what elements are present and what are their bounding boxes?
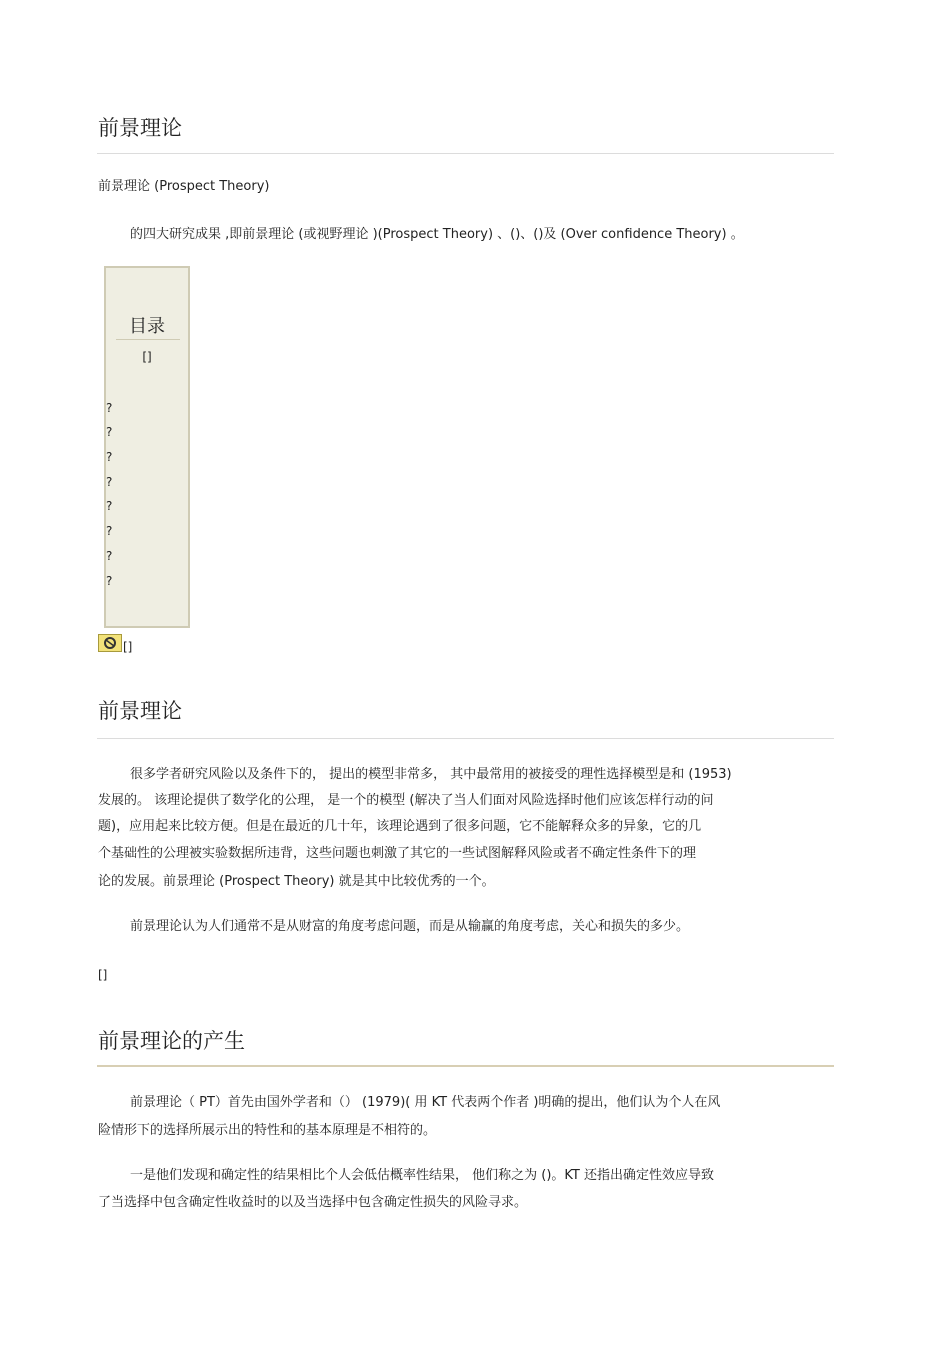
table-of-contents <box>104 266 190 628</box>
toc-title: 目录 <box>129 316 165 337</box>
toc-toggle-link[interactable]: [] <box>142 350 152 364</box>
paragraph-line: 论的发展。前景理论 (Prospect Theory) 就是其中比较优秀的一个。 <box>98 874 495 889</box>
toc-item[interactable]: ? <box>106 524 113 538</box>
section-title-prospect-theory-2: 前景理论 <box>98 699 182 723</box>
paragraph-line: 了当选择中包含确定性收益时的以及当选择中包含确定性损失的风险寻求。 <box>98 1195 528 1210</box>
toc-item[interactable]: ? <box>106 401 113 415</box>
intro-paragraph: 的四大研究成果 ,即前景理论 (或视野理论 )(Prospect Theory) 、()、()及 (Over confidence Theory) 。 <box>130 227 744 242</box>
paragraph-line: 前景理论（ PT）首先由国外学者和（） (1979)( 用 KT 代表两个作者 )明确的提出，他们认为个人在风 <box>130 1095 721 1110</box>
edit-icon[interactable] <box>98 634 122 652</box>
toc-item[interactable]: ? <box>106 475 113 489</box>
toc-item[interactable]: ? <box>106 574 113 588</box>
toc-item[interactable]: ? <box>106 499 113 513</box>
edit-link[interactable]: [] <box>123 640 133 654</box>
paragraph-line: 题)，应用起来比较方便。但是在最近的几十年，该理论遇到了很多问题，它不能解释众多的异象，它的几 <box>98 819 702 834</box>
toc-divider <box>116 339 180 340</box>
edit-icon-graphic <box>99 635 121 651</box>
paragraph-line: 很多学者研究风险以及条件下的， 提出的模型非常多， 其中最常用的被接受的理性选择模型是和 (1953) <box>130 767 732 782</box>
subtitle-prospect-theory: 前景理论 (Prospect Theory) <box>98 179 270 194</box>
section-divider <box>97 1065 834 1067</box>
section-title-origin: 前景理论的产生 <box>98 1029 245 1053</box>
toc-item[interactable]: ? <box>106 549 113 563</box>
section-divider <box>97 153 834 154</box>
paragraph-summary: 前景理论认为人们通常不是从财富的角度考虑问题，而是从输赢的角度考虑，关心和损失的多少。 <box>130 919 690 934</box>
paragraph-line: 个基础性的公理被实验数据所违背，这些问题也刺激了其它的一些试图解释风险或者不确定性条件下的理 <box>98 846 697 861</box>
paragraph-line: 险情形下的选择所展示出的特性和的基本原理是不相符的。 <box>98 1123 437 1138</box>
section-title-prospect-theory: 前景理论 <box>98 116 182 140</box>
toc-item[interactable]: ? <box>106 450 113 464</box>
section-divider <box>97 738 834 739</box>
paragraph-line: 一是他们发现和确定性的结果相比个人会低估概率性结果， 他们称之为 ()。KT 还指出确定性效应导致 <box>130 1168 714 1183</box>
paragraph-line: 发展的。 该理论提供了数学化的公理， 是一个的模型 (解决了当人们面对风险选择时他们应该怎样行动的问 <box>98 793 714 808</box>
toc-item[interactable]: ? <box>106 425 113 439</box>
edit-link[interactable]: [] <box>98 968 108 982</box>
